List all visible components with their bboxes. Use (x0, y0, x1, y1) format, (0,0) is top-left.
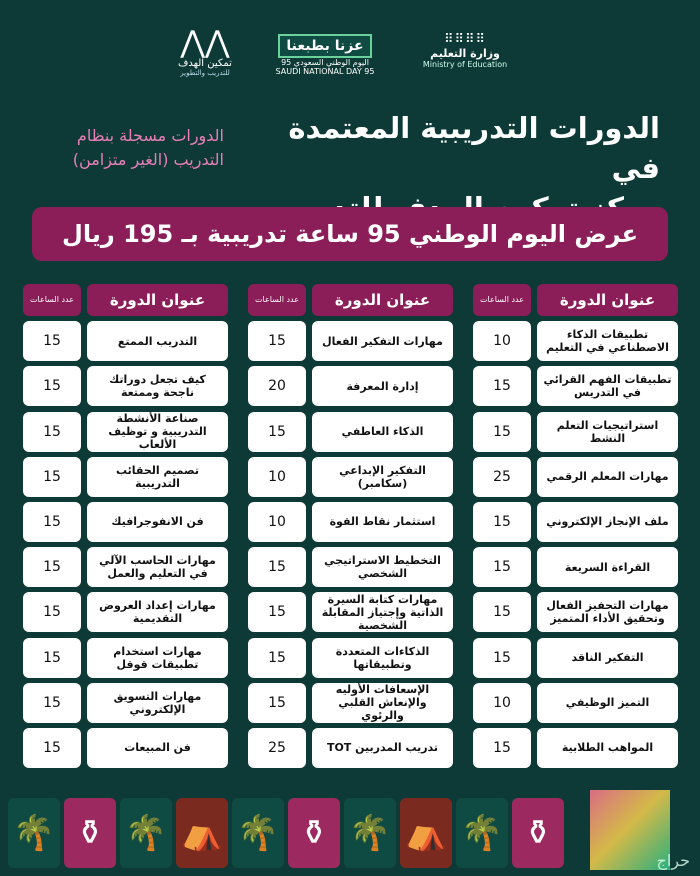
ministry-of-education-logo (420, 32, 510, 69)
course-name: القراءة السريعة (537, 547, 678, 587)
course-name: مهارات التسويق الإلكتروني (87, 683, 228, 723)
course-name: مهارات الحاسب الآلي في التعليم والعمل (87, 547, 228, 587)
pattern-tile (344, 798, 396, 868)
national-day-en: SAUDI NATIONAL DAY 95 (275, 67, 375, 76)
course-hours: 15 (473, 728, 531, 768)
course-hours: 15 (248, 412, 306, 452)
course-row (23, 366, 228, 406)
course-hours: 15 (23, 412, 81, 452)
center-name: تمكين الهدف (178, 58, 232, 69)
coffee-pot-icon: ⚱ (523, 813, 553, 853)
course-name: مهارات إعداد العروض التقديمية (87, 592, 228, 632)
moe-name-ar: وزارة التعليم (430, 47, 500, 60)
course-row (23, 502, 228, 542)
courses-column-2 (248, 284, 453, 768)
course-name: التفكير الناقد (537, 638, 678, 678)
palm-icon: 🌴 (460, 813, 504, 853)
course-hours: 15 (23, 366, 81, 406)
national-day-slogan: عزنا بطبعنا (278, 34, 371, 58)
course-row (23, 728, 228, 768)
offer-banner: عرض اليوم الوطني 95 ساعة تدريبية بـ 195 ريال (32, 207, 668, 261)
course-row (23, 457, 228, 497)
pattern-tile (512, 798, 564, 868)
course-hours: 15 (248, 638, 306, 678)
course-row (23, 412, 228, 452)
pattern-tile (8, 798, 60, 868)
course-name: مهارات استخدام تطبيقات قوقل (87, 638, 228, 678)
palm-icon: 🌴 (12, 813, 56, 853)
decorative-footer (0, 790, 700, 876)
course-hours: 15 (23, 638, 81, 678)
moe-name-en: Ministry of Education (422, 60, 508, 69)
course-name: مهارات المعلم الرقمي (537, 457, 678, 497)
course-name: المواهب الطلابية (537, 728, 678, 768)
course-row (473, 547, 678, 587)
course-row (248, 502, 453, 542)
course-row (248, 638, 453, 678)
moe-dots-icon: ⠿⠿⠿⠿ (443, 32, 487, 47)
course-name: مهارات كتابة السيرة الذاتية وإجتياز المقابلة الشخصية (312, 592, 453, 632)
course-row (473, 412, 678, 452)
course-hours: 15 (248, 592, 306, 632)
course-name: التفكير الإبداعي (سكامبر) (312, 457, 453, 497)
column-header (248, 284, 453, 316)
course-row (473, 638, 678, 678)
course-name: التميز الوظيفي (537, 683, 678, 723)
course-name: فن الانفوجرافيك (87, 502, 228, 542)
hours-header: عدد الساعات (473, 284, 531, 316)
course-row (248, 683, 453, 723)
course-hours: 15 (23, 592, 81, 632)
course-hours: 20 (248, 366, 306, 406)
course-hours: 15 (23, 683, 81, 723)
courses-column-1 (473, 284, 678, 768)
course-hours: 15 (248, 683, 306, 723)
course-row (473, 683, 678, 723)
course-hours: 15 (473, 412, 531, 452)
pattern-tile (232, 798, 284, 868)
course-row (473, 592, 678, 632)
course-name: تصميم الحقائب التدريبية (87, 457, 228, 497)
course-row (23, 321, 228, 361)
page-subtitle (24, 124, 224, 172)
course-hours: 10 (248, 457, 306, 497)
course-row (23, 592, 228, 632)
course-hours: 15 (23, 728, 81, 768)
course-row (23, 547, 228, 587)
course-name: ملف الإنجاز الإلكتروني (537, 502, 678, 542)
watermark: حراج (656, 851, 690, 870)
title-header: عنوان الدورة (312, 284, 453, 316)
tent-icon: ⛺ (180, 813, 224, 853)
course-hours: 15 (23, 457, 81, 497)
course-name: إدارة المعرفة (312, 366, 453, 406)
coffee-pot-icon: ⚱ (75, 813, 105, 853)
hours-header: عدد الساعات (23, 284, 81, 316)
course-name: فن المبيعات (87, 728, 228, 768)
center-tagline: للتدريب والتطوير (180, 69, 230, 77)
subtitle-line-2: التدريب (الغير متزامن) (72, 150, 224, 169)
courses-column-3 (23, 284, 228, 768)
pattern-tile (400, 798, 452, 868)
course-hours: 25 (248, 728, 306, 768)
palm-icon: 🌴 (124, 813, 168, 853)
coffee-pot-icon: ⚱ (299, 813, 329, 853)
course-name: التخطيط الاستراتيجي الشخصي (312, 547, 453, 587)
course-row (248, 321, 453, 361)
course-hours: 25 (473, 457, 531, 497)
course-row (248, 412, 453, 452)
title-header: عنوان الدورة (537, 284, 678, 316)
course-row (248, 366, 453, 406)
course-name: تطبيقات الذكاء الاصطناعي في التعليم (537, 321, 678, 361)
column-header (23, 284, 228, 316)
course-name: الذكاءات المتعددة وتطبيقاتها (312, 638, 453, 678)
title-line-1: الدورات التدريبية المعتمدة في (288, 111, 660, 185)
course-hours: 10 (248, 502, 306, 542)
course-row (473, 457, 678, 497)
center-logo-icon: ⋀⋀ (180, 25, 230, 60)
course-name: التدريب الممتع (87, 321, 228, 361)
tent-icon: ⛺ (404, 813, 448, 853)
course-name: استثمار نقاط القوة (312, 502, 453, 542)
column-header (473, 284, 678, 316)
pattern-tile (288, 798, 340, 868)
pattern-tile (64, 798, 116, 868)
palm-icon: 🌴 (348, 813, 392, 853)
course-hours: 15 (23, 547, 81, 587)
course-hours: 15 (473, 592, 531, 632)
pattern-tile (120, 798, 172, 868)
course-row (248, 592, 453, 632)
hours-header: عدد الساعات (248, 284, 306, 316)
course-hours: 15 (473, 638, 531, 678)
pattern-tile (456, 798, 508, 868)
logos-bar (0, 25, 700, 98)
course-name: استراتيجيات التعلم النشط (537, 412, 678, 452)
course-row (473, 366, 678, 406)
course-name: صناعة الأنشطة التدريبية و توظيف الألعاب (87, 412, 228, 452)
course-hours: 15 (473, 502, 531, 542)
center-logo (150, 25, 260, 77)
subtitle-line-1: الدورات مسجلة بنظام (76, 126, 224, 145)
course-row (248, 457, 453, 497)
course-hours: 15 (248, 321, 306, 361)
course-hours: 15 (473, 547, 531, 587)
course-hours: 10 (473, 321, 531, 361)
course-name: تدريب المدربين TOT (312, 728, 453, 768)
course-row (23, 683, 228, 723)
course-name: الذكاء العاطفي (312, 412, 453, 452)
course-name: مهارات التحفيز الفعال وتحقيق الأداء المتميز (537, 592, 678, 632)
course-row (23, 638, 228, 678)
national-day-sub: اليوم الوطني السعودي 95 (281, 58, 369, 67)
course-row (473, 728, 678, 768)
course-hours: 10 (473, 683, 531, 723)
course-row (473, 321, 678, 361)
title-header: عنوان الدورة (87, 284, 228, 316)
course-hours: 15 (23, 321, 81, 361)
course-name: كيف تجعل دوراتك ناجحة وممتعة (87, 366, 228, 406)
course-name: مهارات التفكير الفعال (312, 321, 453, 361)
palm-icon: 🌴 (236, 813, 280, 853)
course-name: الإسعافات الأوليه والإنعاش القلبي والرئوي (312, 683, 453, 723)
pattern-tile (176, 798, 228, 868)
course-row (473, 502, 678, 542)
course-name: تطبيقات الفهم القرائي في التدريس (537, 366, 678, 406)
course-hours: 15 (473, 366, 531, 406)
national-day-logo (270, 34, 380, 76)
course-row (248, 728, 453, 768)
course-hours: 15 (248, 547, 306, 587)
course-row (248, 547, 453, 587)
course-hours: 15 (23, 502, 81, 542)
